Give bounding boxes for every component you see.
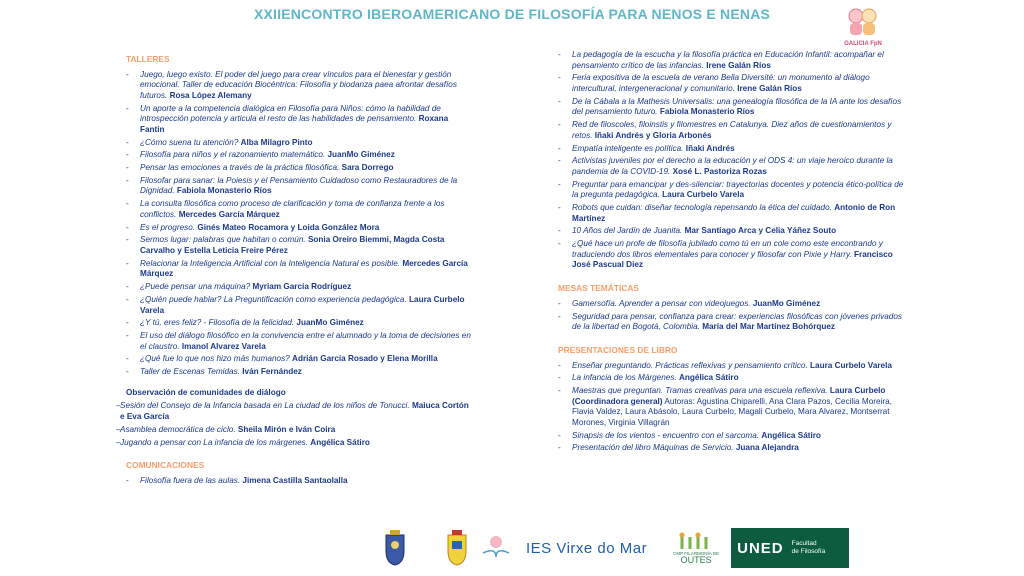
- list-item: [552, 312, 904, 333]
- item-author: Mercedes García Márquez: [178, 209, 280, 219]
- list-item: [120, 401, 472, 422]
- uned-wordmark: UNED: [737, 539, 784, 557]
- item-author: Francisco José Pascual Diez: [572, 249, 893, 270]
- corner-logo-caption: GALICIA FpN: [844, 41, 882, 47]
- outes-caption-top: CMP FILARMONÍA DE: [673, 551, 720, 556]
- item-title: Seguridad para pensar, confianza para crear: experiencias filosóficas con jóvenes privados de la libertad en Bogotá, Colombia.: [572, 311, 902, 332]
- list-item: [120, 163, 472, 174]
- item-author: Mercedes García Márquez: [140, 258, 468, 279]
- page-title: XXIIENCONTRO IBEROAMERICANO DE FILOSOFÍA PARA NENOS E NENAS: [253, 6, 771, 22]
- item-title: ¿Quién puede hablar? La Preguntificación como experiencia pedagógica.: [140, 294, 407, 304]
- uned-faculty: Facultad de Filosofía: [791, 540, 826, 555]
- item-author: Ginés Mateo Rocamora y Loida González Mora: [197, 222, 380, 232]
- presentaciones-heading: PRESENTACIONES DE LIBRO: [558, 344, 678, 355]
- item-title: ¿Y tú, eres feliz? - Filosofía de la felicidad.: [140, 318, 295, 328]
- item-title: Jugando a pensar con La infancia de los márgenes.: [120, 437, 308, 447]
- book-logo: [478, 531, 514, 565]
- book-icon: [479, 531, 513, 565]
- list-item: [552, 156, 904, 177]
- item-title: Activistas juveniles por el derecho a la educación y el ODS 4: un viaje heroico durante la pandemia de la COVID-19.: [572, 156, 893, 176]
- item-title: ¿Qué fue lo que nos hizo más humanos?: [140, 354, 290, 364]
- uned-logo: [731, 528, 849, 568]
- item-title: Relacionar la Inteligencia Artificial con la Inteligencia Natural es posible.: [140, 258, 401, 268]
- list-item: [552, 443, 904, 454]
- item-title: Sinapsis de los vientos - encuentro con el sarcoma.: [572, 430, 760, 440]
- talleres-list: [120, 70, 472, 378]
- municipal-shield-logo: [442, 529, 472, 567]
- item-author: Laura Curbelo Varela: [140, 294, 465, 315]
- mesas-list: [552, 299, 904, 333]
- item-author: JuanMo Giménez: [296, 318, 364, 328]
- item-author: Mar Santiago Arca y Celia Yáñez Souto: [684, 226, 837, 236]
- item-title: Asamblea democrática de ciclo.: [120, 424, 236, 434]
- list-item: [120, 425, 472, 436]
- item-title: ¿Puede pensar una máquina?: [140, 282, 251, 292]
- list-item: [552, 361, 904, 372]
- list-item: [120, 235, 472, 256]
- list-item: [552, 203, 904, 224]
- item-author: Angélica Sátiro: [761, 430, 821, 440]
- list-item: [120, 138, 472, 149]
- item-title: ¿Cómo suena tu atención?: [140, 137, 239, 147]
- footer-logos: [380, 524, 849, 572]
- list-item: [552, 373, 904, 384]
- outes-caption: OUTES: [680, 555, 712, 565]
- list-item: [552, 431, 904, 442]
- list-item: [552, 97, 904, 118]
- left-column: [120, 50, 472, 489]
- item-title: ¿Qué hace un profe de filosofía jubilado como tú en un cole como este encontrando y traduciendo dos libros elementales para conocer y filosofar con Pixie y Harry.: [572, 239, 883, 259]
- item-title: Enseñar preguntando. Prácticas reflexivas y pensamiento crítico.: [572, 360, 808, 370]
- item-title: Juego, luego existo. El poder del juego para crear vínculos para el bienestar y gestión emocional. Taller de educación Biocéntrica: Filosofía y biodanza paea afrontar desafíos futuros.: [140, 69, 457, 100]
- item-author: María del Mar Martínez Bohórquez: [702, 322, 836, 332]
- item-author: Roxana Fantin: [140, 114, 449, 134]
- item-title: Filosofía fuera de las aulas.: [140, 475, 241, 485]
- comunicaciones-continued-list: [552, 50, 904, 271]
- right-column: [552, 50, 904, 456]
- item-author: Adrián García Rosado y Elena Morilla: [292, 354, 438, 364]
- item-author: Maiuca Cortón e Eva García: [120, 401, 469, 422]
- item-title: Sesión del Consejo de la Infancia basada en La ciudad de los niños de Tonucci.: [120, 401, 410, 411]
- item-author: Antonio de Ron Martínez: [572, 203, 896, 223]
- item-title: Taller de Escenas Temidas.: [140, 367, 240, 377]
- item-title: Robots que cuidan: diseñar tecnología repensando la ética del cuidado.: [572, 203, 832, 213]
- presentaciones-list: [552, 361, 904, 455]
- list-item: [552, 386, 904, 428]
- list-item: [120, 199, 472, 220]
- item-author: Irene Galán Ríos: [706, 60, 771, 70]
- item-title: De la Cábala a la Mathesis Universalis: una genealogía filosófica de la IA ante los desafíos del pensamiento futuro.: [572, 96, 902, 117]
- list-item: [120, 70, 472, 102]
- item-author: Fabiola Monasterio Ríos: [659, 107, 755, 117]
- list-item: [120, 150, 472, 161]
- item-author: Sara Dorrego: [341, 163, 394, 173]
- list-item: [120, 223, 472, 234]
- item-title: Gamersofía. Aprender a pensar con videojuegos.: [572, 298, 751, 308]
- item-author: Iñaki Andrés y Gloria Arbonés: [594, 130, 712, 140]
- comunicaciones-list: [120, 476, 472, 487]
- item-title: El uso del diálogo filosófico en la convivencia entre el alumnado y la toma de decisiones en el claustro.: [140, 331, 471, 351]
- children-icon: [844, 6, 882, 36]
- item-title: Red de filoscoles, filoinstis y filomestres en Catalunya. Diez años de cuestionamientos y retos.: [572, 120, 892, 140]
- item-author: Sheila Mirón e Iván Coira: [237, 424, 336, 434]
- item-title: Es el progreso.: [140, 222, 196, 232]
- item-title: La infancia de los Márgenes.: [572, 373, 677, 383]
- item-author: Iván Fernández: [242, 367, 302, 377]
- coat-of-arms-logo: [380, 529, 410, 567]
- list-item: [120, 367, 472, 378]
- item-author: Juana Alejandra: [735, 443, 799, 453]
- item-title: Presentación del libro Máquinas de Servicio.: [572, 443, 734, 453]
- list-item: [120, 104, 472, 136]
- item-author: Iñaki Andrés: [685, 143, 735, 153]
- item-author: Laura Curbelo Varela: [810, 360, 892, 370]
- item-author: Fabiola Monasterio Ríos: [176, 186, 272, 196]
- mesas-heading: MESAS TEMÁTICAS: [558, 283, 639, 294]
- item-author: Jimena Castilla Santaolalla: [242, 475, 348, 485]
- list-item: [120, 282, 472, 293]
- item-title: Un aporte a la competencia dialógica en Filosofía para Niños: cómo la habilidad de introspección potencia y articula el resto de las habilidades de pensamiento.: [140, 103, 441, 124]
- list-item: [552, 226, 904, 237]
- observacion-heading: Observación de comunidades de diálogo: [126, 387, 286, 397]
- item-title: La consulta filosófica como proceso de clarificación y toma de confianza frente a los conflictos.: [140, 199, 445, 219]
- item-author: Angélica Sátiro: [310, 437, 370, 447]
- item-author: Xosé L. Pastoriza Rozas: [672, 166, 767, 176]
- music-notes-icon: [676, 531, 716, 551]
- list-item: [552, 144, 904, 155]
- ies-virxe-do-mar-logo: IES Virxe do Mar: [526, 539, 648, 557]
- item-author: Irene Galán Ríos: [737, 83, 802, 93]
- list-item: [120, 259, 472, 280]
- talleres-heading: TALLERES: [126, 54, 170, 64]
- item-title: Maestras que preguntan. Tramas creativas para una escuela reflexiva.: [572, 386, 828, 396]
- shield-icon: [383, 529, 407, 567]
- item-title: Filosofía para niños y el razonamiento matemático.: [140, 150, 326, 160]
- item-author: Sonia Oreiro Biemmi, Magda Costa Carvalho y Estella Leticia Freire Pérez: [140, 235, 445, 255]
- item-title: Empatía inteligente es política.: [572, 143, 684, 153]
- list-item: [120, 476, 472, 487]
- list-item: [120, 318, 472, 329]
- item-title: La pedagogía de la escucha y la filosofía práctica en Educación Infantil: acompañar el pensamiento crítico de las infancias.: [572, 50, 884, 70]
- item-title: 10 Años del Jardín de Juanita.: [572, 226, 683, 236]
- list-item: [120, 295, 472, 316]
- item-title: Feria expositiva de la escuela de verano Bella Diversité: un monumento al diálogo intercultural, intergeneracional y comunitario.: [572, 73, 870, 93]
- item-title: Pensar las emociones a través de la práctica filosófica.: [140, 163, 340, 173]
- item-author: Myriam García Rodríguez: [252, 282, 352, 292]
- item-title: Preguntar para emancipar y des-silenciar: trayectorias docentes y potencia ético-política de la pregunta pedagógica.: [572, 179, 904, 200]
- list-item: [552, 239, 904, 271]
- item-author: Angélica Sátiro: [678, 373, 739, 383]
- list-item: [120, 331, 472, 352]
- list-item: [120, 354, 472, 365]
- list-item: [120, 176, 472, 197]
- item-title: Filosofar para sanar: la Poiesis y el Pensamiento Cuidadoso como Restauradores de la Dignidad.: [140, 175, 458, 196]
- item-authors-list: Autoras: Agustina Chiparelli, Ana Clara Pazos, Cecilia Moreira, Flavia Valdez, Laura Abásolo, Laura Curbelo, Magali Curbelo, Mara Alvarez, Montserrat Morones, Virginia Villagrán: [572, 396, 892, 427]
- item-title: Sermos lugar: palabras que habitan o común.: [140, 235, 306, 245]
- list-item: [552, 50, 904, 71]
- outes-logo: [673, 531, 719, 565]
- item-author: JuanMo Giménez: [752, 298, 821, 308]
- shield-icon: [445, 529, 469, 567]
- list-item: [552, 299, 904, 310]
- item-author: JuanMo Giménez: [327, 150, 395, 160]
- item-author: Imanol Alvarez Varela: [181, 341, 266, 351]
- comunicaciones-heading: COMUNICACIONES: [126, 460, 205, 471]
- item-author: Laura Curbelo (Coordinadora general): [572, 386, 886, 406]
- list-item: [552, 180, 904, 201]
- list-item: [552, 73, 904, 94]
- item-author: Alba Milagro Pinto: [240, 137, 313, 147]
- item-author: Laura Curbelo Varela: [662, 190, 745, 200]
- observacion-list: [120, 401, 472, 448]
- item-author: Rosa López Alemany: [169, 90, 252, 100]
- list-item: [552, 120, 904, 141]
- galicia-fpn-logo: [842, 6, 884, 46]
- list-item: [120, 438, 472, 449]
